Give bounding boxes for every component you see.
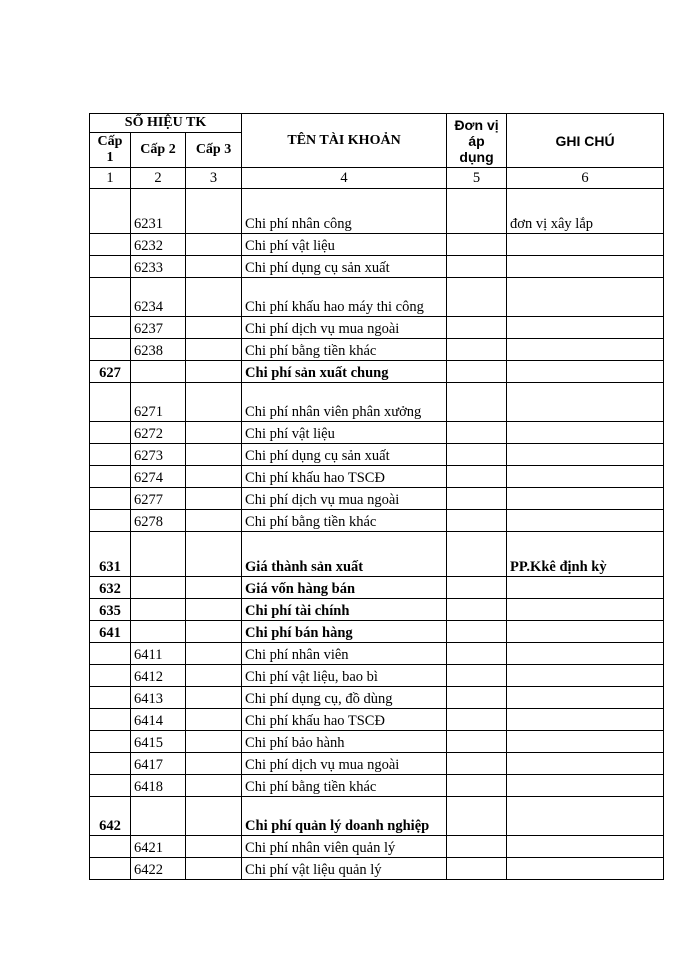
table-row	[90, 466, 664, 488]
note-cell	[507, 621, 664, 643]
cap1-cell	[90, 665, 131, 687]
cap2-cell: 6413	[131, 687, 186, 709]
ten-tai-khoan-header: TÊN TÀI KHOẢN	[242, 114, 447, 168]
note-cell	[507, 466, 664, 488]
cap1-cell	[90, 858, 131, 880]
unit-cell	[447, 532, 507, 577]
cap3-cell	[186, 278, 242, 317]
cap1-cell	[90, 422, 131, 444]
unit-cell	[447, 753, 507, 775]
don-vi-ap-dung-header: Đơn vị áp dụng	[447, 114, 507, 168]
cap2-cell	[131, 577, 186, 599]
cap2-cell	[131, 361, 186, 383]
cap2-cell: 6418	[131, 775, 186, 797]
cap2-cell	[131, 621, 186, 643]
note-cell	[507, 339, 664, 361]
cap1-cell	[90, 643, 131, 665]
table-row	[90, 836, 664, 858]
cap2-cell: 6234	[131, 278, 186, 317]
cap1-cell	[90, 234, 131, 256]
note-cell	[507, 256, 664, 278]
col-number: 2	[131, 168, 186, 189]
account-name-cell: Chi phí bằng tiền khác	[242, 775, 447, 797]
account-name-cell: Chi phí nhân viên quản lý	[242, 836, 447, 858]
account-name-cell: Chi phí dịch vụ mua ngoài	[242, 753, 447, 775]
cap2-cell: 6417	[131, 753, 186, 775]
cap3-cell	[186, 836, 242, 858]
account-name-cell: Chi phí sản xuất chung	[242, 361, 447, 383]
cap1-cell: 631	[90, 532, 131, 577]
account-name-cell: Chi phí dụng cụ sản xuất	[242, 256, 447, 278]
cap1-cell	[90, 753, 131, 775]
account-name-cell: Chi phí vật liệu quản lý	[242, 858, 447, 880]
table-row	[90, 687, 664, 709]
cap1-cell	[90, 339, 131, 361]
account-name-cell: Chi phí nhân viên phân xưởng	[242, 383, 447, 422]
account-name-cell: Chi phí dịch vụ mua ngoài	[242, 488, 447, 510]
table-row	[90, 665, 664, 687]
account-name-cell: Chi phí dụng cụ sản xuất	[242, 444, 447, 466]
cap3-cell	[186, 339, 242, 361]
unit-cell	[447, 256, 507, 278]
table-row	[90, 444, 664, 466]
note-cell	[507, 753, 664, 775]
table-row	[90, 577, 664, 599]
unit-cell	[447, 444, 507, 466]
cap2-cell	[131, 532, 186, 577]
cap2-cell	[131, 599, 186, 621]
cap3-cell	[186, 444, 242, 466]
unit-cell	[447, 775, 507, 797]
unit-cell	[447, 643, 507, 665]
cap1-cell	[90, 466, 131, 488]
so-hieu-tk-header: SỐ HIỆU TK	[90, 114, 242, 133]
cap3-cell	[186, 189, 242, 234]
table-row	[90, 621, 664, 643]
unit-cell	[447, 361, 507, 383]
unit-cell	[447, 797, 507, 836]
table-row	[90, 488, 664, 510]
note-cell	[507, 643, 664, 665]
note-cell	[507, 278, 664, 317]
note-cell	[507, 775, 664, 797]
ghi-chu-header: GHI CHÚ	[507, 114, 664, 168]
cap1-cell	[90, 189, 131, 234]
unit-cell	[447, 577, 507, 599]
chart-of-accounts-table	[89, 113, 664, 880]
note-cell	[507, 422, 664, 444]
unit-cell	[447, 422, 507, 444]
table-row	[90, 361, 664, 383]
unit-cell	[447, 278, 507, 317]
note-cell	[507, 361, 664, 383]
cap1-cell	[90, 731, 131, 753]
cap1-cell	[90, 317, 131, 339]
cap2-cell: 6238	[131, 339, 186, 361]
cap2-cell: 6414	[131, 709, 186, 731]
cap3-cell	[186, 797, 242, 836]
cap1-cell	[90, 510, 131, 532]
cap3-cell	[186, 665, 242, 687]
unit-cell	[447, 665, 507, 687]
account-name-cell: Chi phí bằng tiền khác	[242, 510, 447, 532]
table-row	[90, 643, 664, 665]
account-name-cell: Giá vốn hàng bán	[242, 577, 447, 599]
table-row	[90, 383, 664, 422]
unit-cell	[447, 234, 507, 256]
cap2-cell: 6411	[131, 643, 186, 665]
cap3-cell	[186, 731, 242, 753]
cap3-cell	[186, 532, 242, 577]
col-number: 5	[447, 168, 507, 189]
col-number: 1	[90, 168, 131, 189]
account-name-cell: Chi phí dịch vụ mua ngoài	[242, 317, 447, 339]
cap3-cell	[186, 858, 242, 880]
table-row	[90, 731, 664, 753]
unit-cell	[447, 687, 507, 709]
table-row	[90, 532, 664, 577]
cap3-cell	[186, 383, 242, 422]
unit-cell	[447, 488, 507, 510]
cap3-cell	[186, 466, 242, 488]
cap3-cell	[186, 488, 242, 510]
unit-cell	[447, 599, 507, 621]
account-name-cell: Chi phí dụng cụ, đồ dùng	[242, 687, 447, 709]
unit-cell	[447, 189, 507, 234]
note-cell: PP.Kkê định kỳ	[507, 532, 664, 577]
cap2-cell: 6274	[131, 466, 186, 488]
table-row	[90, 317, 664, 339]
account-name-cell: Chi phí bảo hành	[242, 731, 447, 753]
cap3-cell	[186, 753, 242, 775]
cap3-cell	[186, 234, 242, 256]
note-cell	[507, 577, 664, 599]
note-cell: đơn vị xây lắp	[507, 189, 664, 234]
col-number: 3	[186, 168, 242, 189]
table-row	[90, 189, 664, 234]
cap2-cell: 6237	[131, 317, 186, 339]
cap2-cell: 6232	[131, 234, 186, 256]
note-cell	[507, 858, 664, 880]
note-cell	[507, 488, 664, 510]
cap3-cell	[186, 775, 242, 797]
cap3-cell	[186, 687, 242, 709]
unit-cell	[447, 510, 507, 532]
cap1-cell	[90, 488, 131, 510]
cap1-cell	[90, 709, 131, 731]
cap1-cell: 635	[90, 599, 131, 621]
note-cell	[507, 731, 664, 753]
cap3-header: Cấp 3	[186, 133, 242, 168]
table-row	[90, 599, 664, 621]
cap2-cell: 6271	[131, 383, 186, 422]
account-name-cell: Chi phí khấu hao TSCĐ	[242, 709, 447, 731]
note-cell	[507, 234, 664, 256]
table-row	[90, 858, 664, 880]
table-row	[90, 339, 664, 361]
note-cell	[507, 317, 664, 339]
note-cell	[507, 836, 664, 858]
unit-cell	[447, 858, 507, 880]
cap1-cell: 642	[90, 797, 131, 836]
table-row	[90, 278, 664, 317]
cap3-cell	[186, 510, 242, 532]
cap2-cell: 6272	[131, 422, 186, 444]
table-row	[90, 256, 664, 278]
table-row	[90, 775, 664, 797]
unit-cell	[447, 709, 507, 731]
cap3-cell	[186, 256, 242, 278]
cap2-cell: 6412	[131, 665, 186, 687]
cap1-cell: 641	[90, 621, 131, 643]
cap2-cell: 6278	[131, 510, 186, 532]
cap1-cell	[90, 687, 131, 709]
note-cell	[507, 599, 664, 621]
cap3-cell	[186, 709, 242, 731]
account-name-cell: Chi phí bán hàng	[242, 621, 447, 643]
cap3-cell	[186, 621, 242, 643]
cap1-cell	[90, 836, 131, 858]
account-name-cell: Chi phí khấu hao máy thi công	[242, 278, 447, 317]
account-name-cell: Chi phí vật liệu	[242, 234, 447, 256]
cap3-cell	[186, 599, 242, 621]
note-cell	[507, 665, 664, 687]
cap2-cell: 6273	[131, 444, 186, 466]
note-cell	[507, 709, 664, 731]
account-name-cell: Giá thành sản xuất	[242, 532, 447, 577]
table-row	[90, 422, 664, 444]
cap1-cell	[90, 256, 131, 278]
unit-cell	[447, 317, 507, 339]
account-name-cell: Chi phí vật liệu, bao bì	[242, 665, 447, 687]
cap1-cell: 627	[90, 361, 131, 383]
note-cell	[507, 687, 664, 709]
cap3-cell	[186, 422, 242, 444]
col-number: 4	[242, 168, 447, 189]
cap2-cell: 6415	[131, 731, 186, 753]
table-row	[90, 510, 664, 532]
unit-cell	[447, 383, 507, 422]
cap2-cell: 6277	[131, 488, 186, 510]
cap1-cell	[90, 278, 131, 317]
cap2-cell: 6231	[131, 189, 186, 234]
account-name-cell: Chi phí vật liệu	[242, 422, 447, 444]
note-cell	[507, 444, 664, 466]
header-row-1	[90, 114, 664, 133]
unit-cell	[447, 466, 507, 488]
account-name-cell: Chi phí khấu hao TSCĐ	[242, 466, 447, 488]
note-cell	[507, 510, 664, 532]
account-name-cell: Chi phí quản lý doanh nghiệp	[242, 797, 447, 836]
cap2-cell: 6233	[131, 256, 186, 278]
table-row	[90, 797, 664, 836]
account-name-cell: Chi phí nhân công	[242, 189, 447, 234]
account-name-cell: Chi phí nhân viên	[242, 643, 447, 665]
column-number-row	[90, 168, 664, 189]
cap3-cell	[186, 317, 242, 339]
unit-cell	[447, 339, 507, 361]
table-row	[90, 753, 664, 775]
account-name-cell: Chi phí tài chính	[242, 599, 447, 621]
unit-cell	[447, 731, 507, 753]
cap1-cell	[90, 775, 131, 797]
note-cell	[507, 383, 664, 422]
cap3-cell	[186, 577, 242, 599]
cap2-cell	[131, 797, 186, 836]
cap1-header: Cấp 1	[90, 133, 131, 168]
cap2-header: Cấp 2	[131, 133, 186, 168]
cap1-cell: 632	[90, 577, 131, 599]
table-row	[90, 234, 664, 256]
cap1-cell	[90, 444, 131, 466]
col-number: 6	[507, 168, 664, 189]
cap2-cell: 6421	[131, 836, 186, 858]
unit-cell	[447, 836, 507, 858]
unit-cell	[447, 621, 507, 643]
cap3-cell	[186, 361, 242, 383]
table-row	[90, 709, 664, 731]
account-name-cell: Chi phí bằng tiền khác	[242, 339, 447, 361]
note-cell	[507, 797, 664, 836]
cap3-cell	[186, 643, 242, 665]
cap2-cell: 6422	[131, 858, 186, 880]
cap1-cell	[90, 383, 131, 422]
